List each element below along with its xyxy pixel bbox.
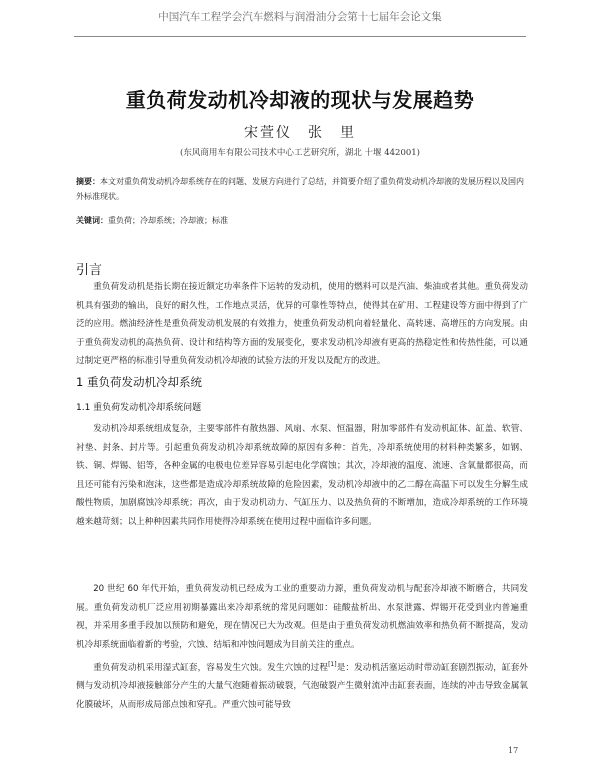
keywords bbox=[76, 214, 528, 228]
header-rule bbox=[74, 36, 526, 37]
section-1-heading: 1 重负荷发动机冷却系统 bbox=[76, 375, 202, 389]
section-1-1-paragraph-3 bbox=[76, 656, 528, 715]
abstract-label: 摘要： bbox=[76, 177, 100, 186]
keywords-label: 关键词： bbox=[76, 216, 108, 225]
citation-ref[interactable]: [1] bbox=[328, 661, 337, 668]
paper-title: 重负荷发动机冷却液的现状与发展趋势 bbox=[125, 88, 475, 112]
section-1-1-paragraph-1: 发动机冷却系统组成复杂，主要零部件有散热器、风扇、水泵、恒温器，附加零部件有发动机缸体、缸盖、软管、衬垫、封条、封片等。引起重负荷发动机冷却系统故障的原因有多种：首先，冷却系统使用的材料种类繁多，如钢、铁、铜、焊锡、铝等，各种金属的电极电位差异容易引起电化学腐蚀；其次，冷却液的温度、流速、含氧量都很高，而且还可能有污染和泡沫，这些都是造成冷却系统故障的危险因素，发动机冷却液中的乙二醇在高温下可以发生分解生成酸性物质，加剧腐蚀冷却系统；再次，由于发动机动力、气缸压力、以及热负荷的不断增加，造成冷却系统的工作环境越来越苛刻；以上种种因素共同作用使得冷却系统在使用过程中面临许多问题。 bbox=[76, 424, 528, 527]
section-1-1-heading: 1.1 重负荷发动机冷却系统问题 bbox=[76, 403, 202, 413]
paper-authors: 宋萱仪 张 里 bbox=[244, 125, 356, 141]
paper-affiliation: (东风商用车有限公司技术中心工艺研究所，湖北 十堰 442001) bbox=[180, 148, 420, 158]
keywords-text: 重负荷；冷却系统；冷却液；标准 bbox=[108, 216, 228, 225]
paragraph-3-text-a: 重负荷发动机采用湿式缸套，容易发生穴蚀。发生穴蚀的过程 bbox=[93, 662, 329, 673]
abstract-text: 本文对重负荷发动机冷却系统存在的问题、发展方向进行了总结，并简要介绍了重负荷发动机冷却液的发展历程以及国内外标准现状。 bbox=[76, 177, 524, 201]
page-number: 17 bbox=[508, 746, 519, 755]
running-header: 中国汽车工程学会汽车燃料与润滑油分会第十七届年会论文集 bbox=[158, 11, 442, 23]
intro-heading: 引言 bbox=[76, 263, 103, 278]
abstract bbox=[76, 174, 528, 204]
intro-paragraph: 重负荷发动机是指长期在接近额定功率条件下运转的发动机，使用的燃料可以是汽油、柴油或者其他。重负荷发动机具有强劲的输出，良好的耐久性，工作地点灵活，优异的可靠性等特点，使得其在矿用、工程建设等方面中得到了广泛的应用。燃油经济性是重负荷发动机发展的有效推力，使重负荷发动机向着轻量化、高转速、高增压的方向发展。由于重负荷发动机的高热负荷、设计和结构等方面的发展变化，要求发动机冷却液有更高的热稳定性和传热性能，可以通过制定更严格的标准引导重负荷发动机冷却液的试验方法的开发以及配方的改进。 bbox=[76, 282, 528, 367]
section-1-1-paragraph-2: 20 世纪 60 年代开始，重负荷发动机已经成为工业的重要动力源，重负荷发动机与配套冷却液不断磨合，共同发展。重负荷发动机厂泛应用初期暴露出来冷却系统的常见问题如：硅酸盐析出、水泵泄露、焊锡开花受到业内普遍重视，并采用多重手段加以预防和避免，现在情况已大为改观。但是由于重负荷发动机燃油效率和热负荷不断提高，发动机冷却系统面临着新的考验，穴蚀、结垢和冲蚀问题成为目前关注的重点。 bbox=[76, 584, 528, 650]
paragraph-3-text-b: 是：发动机活塞运动时带动缸套剧烈振动，缸套外侧与发动机冷却液接触部分产生的大量气泡随着振动破裂，气泡破裂产生微射流冲击缸套表面，连续的冲击导致金属氧化膜破坏，从而形成局部点蚀和穿孔。严重穴蚀可能导致 bbox=[76, 662, 528, 711]
